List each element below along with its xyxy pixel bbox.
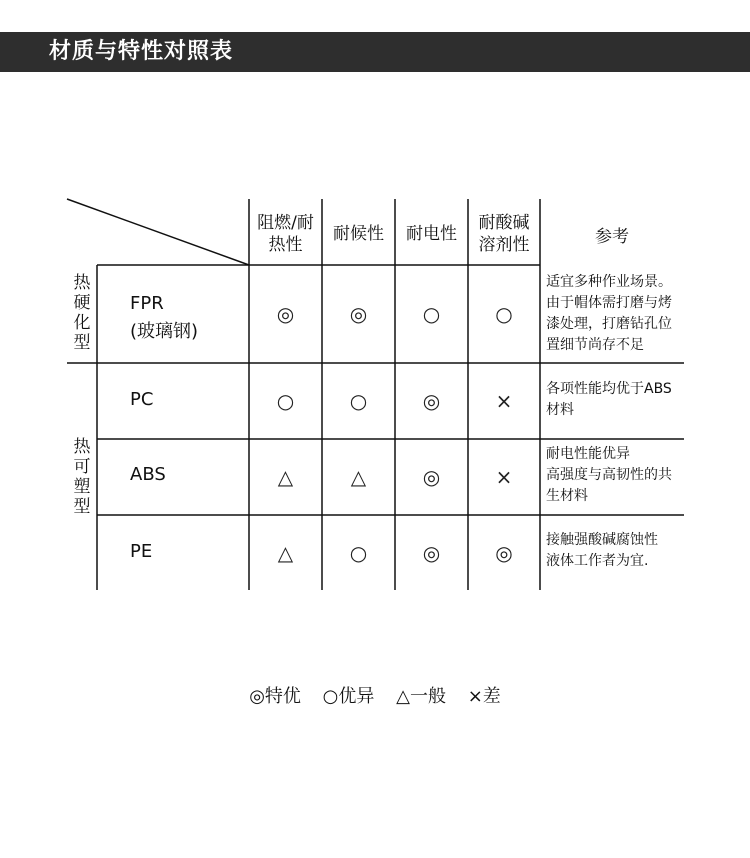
title-banner (0, 32, 750, 72)
rating-pc-flame: ○ (276, 389, 295, 413)
rating-abs-acid: × (495, 465, 513, 489)
rating-abs-weather: △ (350, 465, 367, 489)
header-acid-alkali-resistance: 耐酸碱溶剂性 (478, 213, 530, 255)
material-pe: PE (130, 541, 153, 562)
rating-pe-flame: △ (277, 540, 294, 565)
legend-excellent: ◎特优 (249, 686, 301, 707)
reference-abs: 耐电性能优异 高强度与高韧性的共 生材料 (546, 446, 672, 504)
rating-fpr-acid: ○ (495, 302, 513, 326)
material-pc: PC (130, 389, 154, 410)
legend-average: △一般 (396, 686, 446, 707)
rating-pe-weather: ○ (349, 540, 368, 565)
rating-pc-acid: × (495, 389, 513, 413)
legend-poor: ×差 (467, 686, 501, 707)
reference-fpr: 适宜多种作业场景。 由于帽体需打磨与烤 漆处理，打磨钻孔位 置细节尚存不足 (546, 274, 672, 353)
group-label-thermoplastic: 热可塑型 (73, 437, 91, 517)
rating-fpr-electric: ○ (422, 302, 441, 326)
header-weather-resistance: 耐候性 (333, 224, 384, 244)
group-label-thermoset: 热硬化型 (73, 273, 91, 353)
rating-legend (0, 682, 750, 708)
page-title: 材质与特性对照表 (49, 39, 234, 64)
header-electric-resistance: 耐电性 (406, 224, 457, 244)
rating-abs-flame: △ (277, 465, 294, 489)
rating-fpr-weather: ◎ (349, 302, 368, 326)
header-reference: 参考 (595, 226, 629, 247)
material-abs: ABS (130, 464, 166, 485)
header-flame-resistance: 阻燃/耐热性 (257, 213, 314, 255)
rating-pe-electric: ◎ (422, 540, 441, 565)
reference-pe: 接触强酸碱腐蚀性 液体工作者为宜. (546, 532, 658, 569)
rating-pc-electric: ◎ (422, 389, 441, 413)
rating-abs-electric: ◎ (422, 465, 441, 489)
material-fpr: FPR (玻璃钢) (130, 293, 199, 342)
rating-pe-acid: ◎ (495, 540, 513, 565)
rating-fpr-flame: ◎ (276, 302, 295, 326)
header-diagonal-line (67, 199, 249, 265)
rating-pc-weather: ○ (349, 389, 368, 413)
legend-good: ○优异 (322, 686, 375, 707)
reference-pc: 各项性能均优于ABS 材料 (546, 381, 672, 418)
